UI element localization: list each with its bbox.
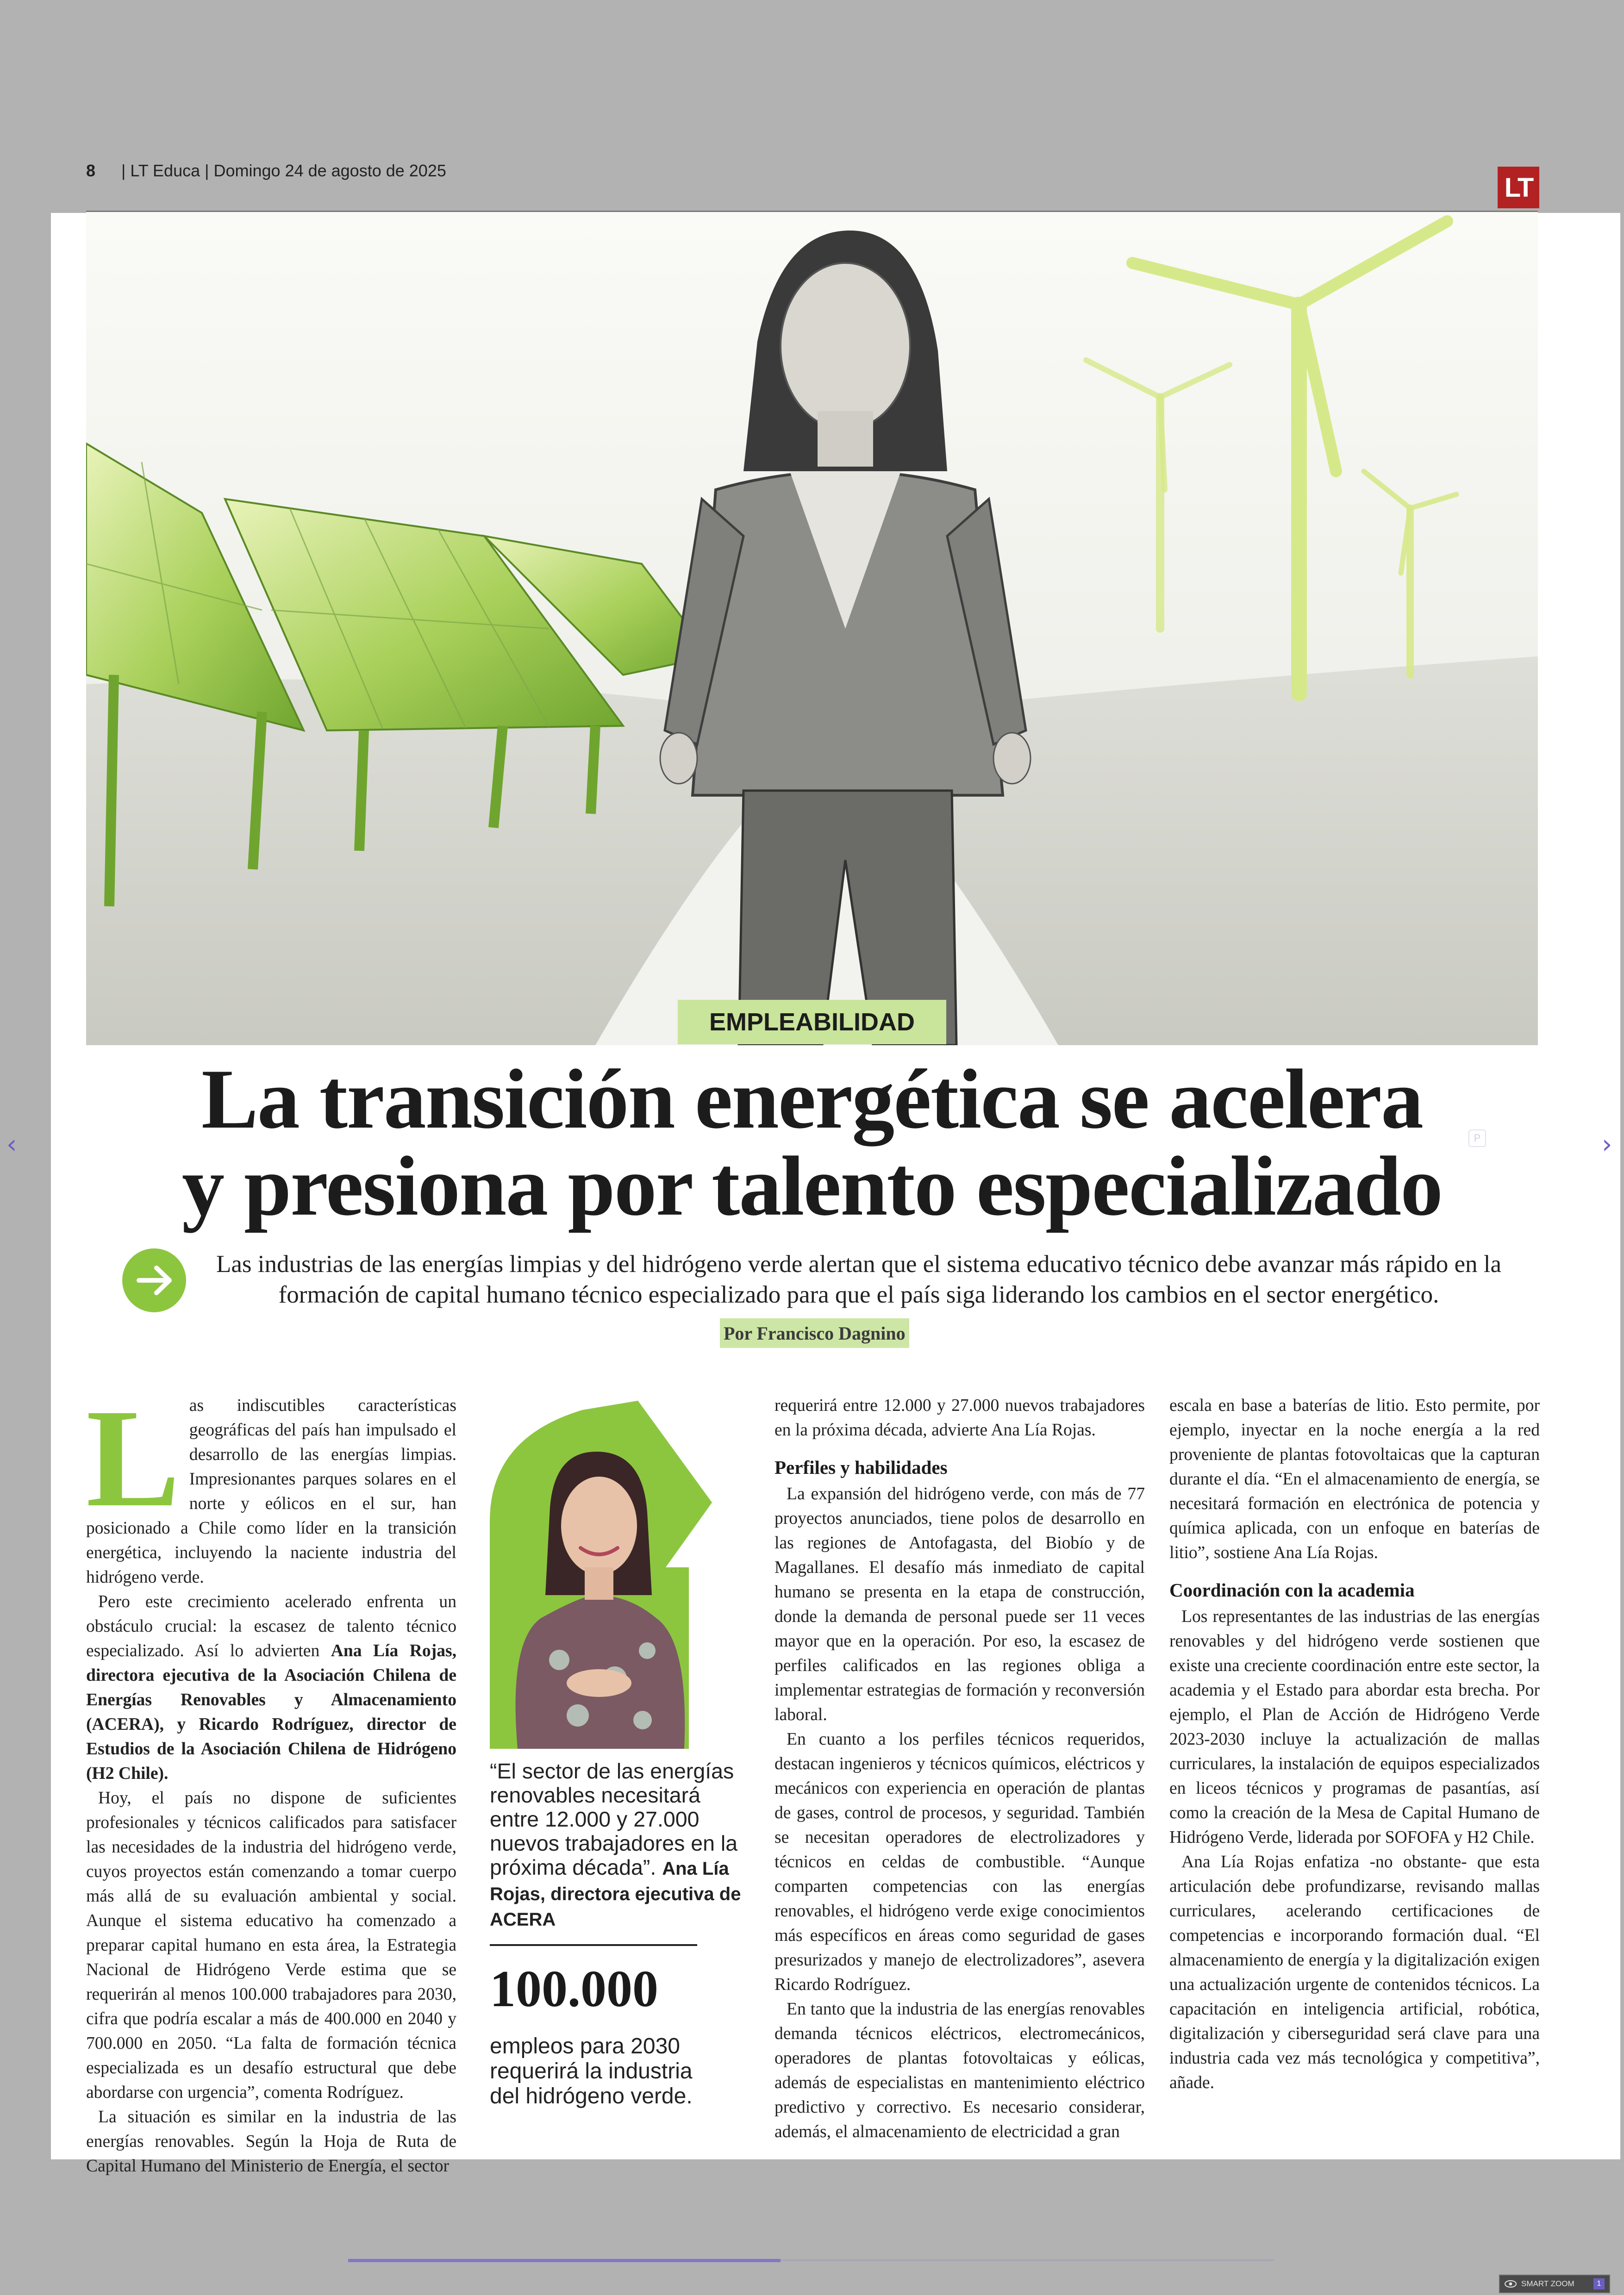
smart-zoom-button[interactable] xyxy=(1499,2275,1610,2293)
stat-number: 100.000 xyxy=(490,1960,658,2018)
pull-quote-text: “El sector de las energías renovables necesitará entre 12.000 y 27.000 nuevos trabajadores en la próxima década”. xyxy=(490,1759,738,1879)
paragraph: Los representantes de las industrias de las energías renovables y del hidrógeno verde sostienen que existe una creciente coordinación entre este sector, la academia y el Estado para abordar esta brecha. Por ejemplo, el Plan de Acción de Hidrógeno Verde 2023-2030 incluye la actualización de mallas curriculares, la instalación de equipos especializados en liceos técnicos y programas de pasantías, así como la creación de la Mesa de Capital Humano de Hidrógeno Verde, liderada por SOFOFA y H2 Chile. xyxy=(1169,1607,1540,1847)
subhead-perfiles: Perfiles y habilidades xyxy=(775,1457,948,1478)
paragraph-text: as indiscutibles características geográficas del país han impulsado el desarrollo de las energías limpias. Impresionantes parques solares en el norte y eólicos en el sur, han posicionado a Chile como líder en la transición energética, incluyendo la naciente industria del hidrógeno verde. xyxy=(86,1396,456,1587)
column-3 xyxy=(775,1393,1145,2144)
paragraph: requerirá entre 12.000 y 27.000 nuevos trabajadores en la próxima década, advierte Ana Lía Rojas. xyxy=(775,1396,1145,1440)
drop-cap: L xyxy=(86,1380,180,1536)
headline xyxy=(86,1052,1538,1233)
paragraph: Hoy, el país no dispone de suficientes profesionales y técnicos calificados para satisfacer las necesidades de la industria del hidrógeno verde, cuyos proyectos están comenzando a tomar cuerpo más allá de su evaluación ambiental y social. Aunque el sistema educativo ha comenzado a preparar capital humano en esta área, la Estrategia Nacional de Hidrógeno Verde estima que se requerirán al menos 100.000 trabajadores para 2030, cifra que podría escalar a más de 400.000 en 2040 y 700.000 en 2050. “La falta de formación técnica especializada es un desafío estructural que debe abordarse con urgencia”, comenta Rodríguez. xyxy=(86,1789,456,2102)
hero-illustration xyxy=(86,212,1538,1045)
lt-logo: LT xyxy=(1498,167,1539,208)
pull-quote xyxy=(490,1759,749,1932)
eye-icon xyxy=(1505,2280,1517,2288)
arrow-right-icon xyxy=(122,1248,186,1312)
article-deck: Las industrias de las energías limpias y del hidrógeno verde alertan que el sistema educativo técnico debe avanzar más rápido en la formación de capital humano técnico especializado para que el país siga liderando los cambios en el sector energético. xyxy=(216,1251,1502,1308)
pull-quote-attribution: Ana Lía Rojas, directora ejecutiva de ACERA xyxy=(490,1858,741,1930)
paragraph: La situación es similar en la industria de las energías renovables. Según la Hoja de Ruta de Capital Humano del Ministerio de Energía, el sector xyxy=(86,2108,456,2176)
stat-caption: empleos para 2030 requerirá la industria del hidrógeno verde. xyxy=(490,2034,693,2108)
byline: Por Francisco Dagnino xyxy=(720,1318,909,1348)
paragraph: escala en base a baterías de litio. Esto permite, por ejemplo, inyectar en la noche energía a la red proveniente de plantas fotovoltaicas que la capturan durante el día. “En el almacenamiento de energía, se necesitará formación en electrónica de potencia y química aplicada, con un enfoque en baterías de litio”, sostiene Ana Lía Rojas. xyxy=(1169,1396,1540,1562)
quote-rule xyxy=(490,1944,697,1946)
column-4 xyxy=(1169,1393,1540,2095)
paragraph: En cuanto a los perfiles técnicos requeridos, destacan ingenieros y técnicos químicos, eléctricos y mecánicos con experiencia en operación de plantas de gases, control de procesos, y seguridad. También se necesitan operadores de electrolizadores y técnicos en celdas de combustible. “Aunque comparten competencias con las energías renovables, el hidrógeno verde exige conocimientos más específicos en áreas como seguridad de gases presurizados y manejo de electrolizadores”, asevera Ricardo Rodríguez. xyxy=(775,1730,1145,1994)
bold-names: Ana Lía Rojas, directora ejecutiva de la Asociación Chilena de Energías Renovables y Almacenamiento (ACERA), y Ricardo Rodríguez, director de Estudios de la Asociación Chilena de Hidrógeno (H2 Chile). xyxy=(86,1641,456,1783)
paragraph xyxy=(86,1380,456,1590)
portrait-drawing xyxy=(490,1401,712,1749)
column-1 xyxy=(86,1380,456,2178)
paragraph-text: Pero este crecimiento acelerado enfrenta un obstáculo crucial: la escasez de talento técnico especializado. Así lo advierten xyxy=(86,1592,456,1660)
paragraph: Ana Lía Rojas enfatiza -no obstante- que esta articulación debe profundizarse, revisando mallas curriculares, acelerando certificaciones de competencias e incorporando formación dual. “El almacenamiento de energía y la digitalización exigen una actualización urgente de contenidos técnicos. La capacitación en inteligencia artificial, robótica, digitalización y ciberseguridad será clave para una industria cada vez más tecnológica y competitiva”, añade. xyxy=(1169,1852,1540,2092)
portrait-ana-lia-rojas xyxy=(490,1401,712,1749)
arrow-glyph xyxy=(122,1248,186,1312)
subhead-coordinacion: Coordinación con la academia xyxy=(1169,1579,1415,1601)
paragraph: En tanto que la industria de las energías renovables demanda técnicos eléctricos, electromecánicos, operadores de plantas fotovoltaicas y eólicas, además de especialistas en mantenimiento eléctrico predictivo y correctivo. Es necesario considerar, además, el almacenamiento de electricidad a gran xyxy=(775,2000,1145,2141)
next-page-button[interactable]: › xyxy=(1602,1129,1612,1160)
paragraph: La expansión del hidrógeno verde, con más de 77 proyectos anunciados, tiene polos de desarrollo en las regiones de Antofagasta, del Biobío y de Magallanes. El desafío más inmediato de capital humano se presenta en la etapa de construcción, donde la demanda de personal puede ser 11 veces mayor que en la operación. Por eso, la escasez de perfiles calificados en las regiones obliga a implementar estrategias de formación y reconversión laboral. xyxy=(775,1484,1145,1724)
hero-drawing xyxy=(86,212,1538,1045)
headline-line-1: La transición energética se acelera xyxy=(201,1052,1423,1146)
section-kicker: EMPLEABILIDAD xyxy=(678,1000,946,1044)
page-scroll-thumb[interactable] xyxy=(348,2259,781,2262)
issue-meta: | LT Educa | Domingo 24 de agosto de 2025 xyxy=(121,161,446,180)
headline-line-2: y presiona por talento especializado xyxy=(181,1139,1443,1233)
paragraph xyxy=(86,1590,456,1786)
smart-zoom-label: SMART ZOOM xyxy=(1521,2279,1574,2288)
page-number: 8 xyxy=(86,161,96,180)
smart-zoom-badge: 1 xyxy=(1593,2278,1605,2289)
page-marker: P xyxy=(1468,1129,1486,1147)
prev-page-button[interactable]: ‹ xyxy=(6,1129,17,1160)
